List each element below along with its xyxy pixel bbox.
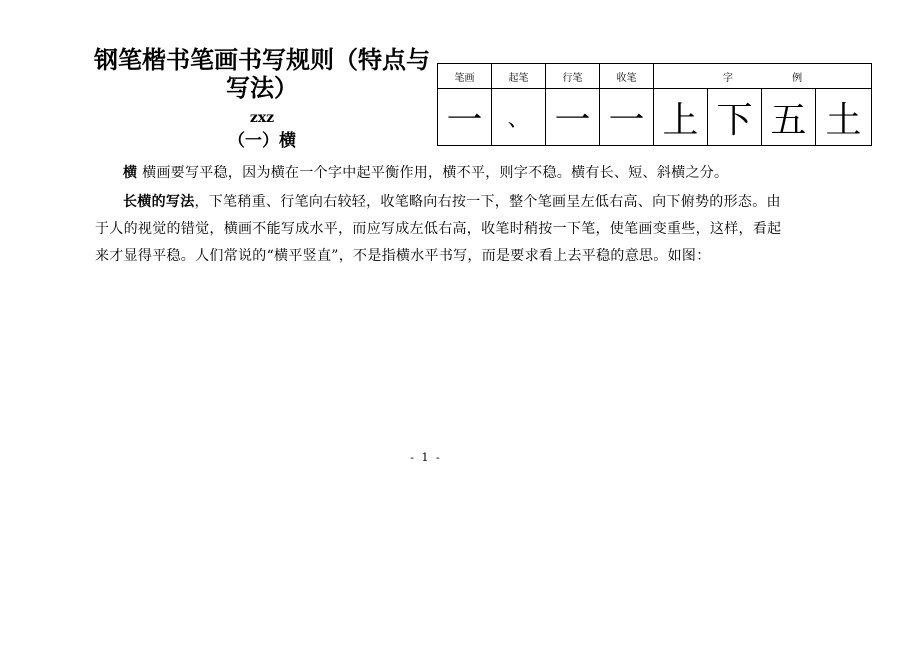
stroke-table	[437, 63, 872, 146]
cell-example-1: 上	[654, 89, 708, 146]
cell-example-2: 下	[708, 89, 762, 146]
stroke-table-row	[438, 89, 872, 146]
header-start: 起笔	[492, 64, 546, 89]
cell-start: 、	[492, 89, 546, 146]
page-number: - 1 -	[410, 451, 442, 464]
header-examples	[654, 64, 872, 89]
paragraph-1	[95, 160, 785, 187]
body-text	[95, 160, 785, 272]
cell-move: 一	[546, 89, 600, 146]
header-end: 收笔	[600, 64, 654, 89]
paragraph-2	[95, 189, 785, 270]
paragraph-1-lead: 横	[123, 165, 138, 181]
header-stroke: 笔画	[438, 64, 492, 89]
paragraph-2-lead: 长横的写法	[123, 194, 195, 210]
cell-example-3: 五	[762, 89, 816, 146]
cell-stroke: 一	[438, 89, 492, 146]
document-title: 钢笔楷书笔画书写规则（特点与写法）	[94, 46, 430, 102]
paragraph-2-text: ，下笔稍重、行笔向右较轻，收笔略向右按一下，整个笔画呈左低右高、向下俯势的形态。由于人的视觉的错觉，横画不能写成水平，而应写成左低右高，收笔时稍按一下笔，使笔画变重些，这样，看起来才显得平稳。人们常说的“横平竖直”，不是指横水平书写，而是要求看上去平稳的意思。如图：	[95, 194, 782, 264]
cell-example-4: 土	[816, 89, 872, 146]
stroke-table-header-row	[438, 64, 872, 89]
title-block	[88, 46, 436, 152]
cell-end: 一	[600, 89, 654, 146]
paragraph-1-text: 横画要写平稳，因为横在一个字中起平衡作用，横不平，则字不稳。横有长、短、斜横之分。	[137, 165, 729, 181]
author-name: zxz	[249, 110, 275, 126]
header-examples-a: 字	[722, 72, 733, 84]
header-examples-b: 例	[792, 72, 803, 84]
header-move: 行笔	[546, 64, 600, 89]
section-heading: （一）横	[228, 131, 296, 151]
